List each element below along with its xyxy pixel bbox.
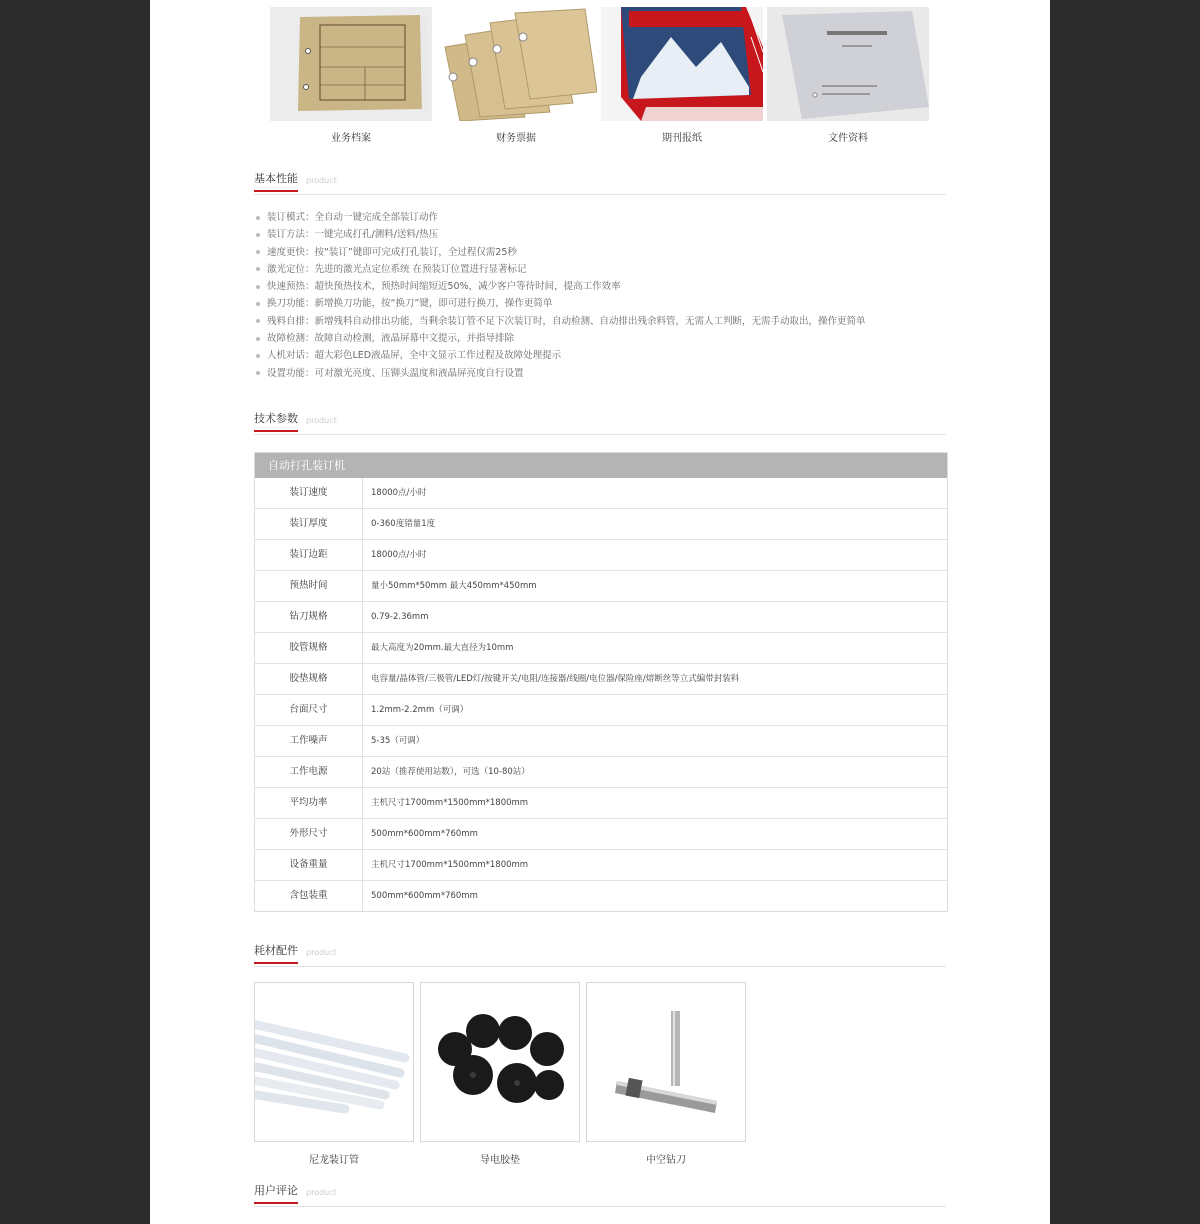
spec-key: 胶垫规格 <box>255 664 363 694</box>
spec-value: 0-360度错量1度 <box>371 519 436 529</box>
spec-value: 18000点/小时 <box>371 488 427 498</box>
spec-value: 1.2mm-2.2mm（可调） <box>371 705 469 715</box>
section-subtitle: product <box>306 416 337 425</box>
feature-item: 装订方法：一键完成打孔/测料/送料/热压 <box>254 226 954 243</box>
section-title: 耗材配件 <box>254 944 298 964</box>
spec-key: 平均功率 <box>255 788 363 818</box>
spec-value: 主机尺寸1700mm*1500mm*1800mm <box>371 860 529 870</box>
table-row <box>255 663 947 694</box>
spec-key: 外形尺寸 <box>255 819 363 849</box>
feature-item: 装订模式：全自动一键完成全部装订动作 <box>254 209 954 226</box>
table-row <box>255 880 947 911</box>
spec-value: 20站（推荐使用站数），可选（10-80站） <box>371 767 530 777</box>
spec-key: 含包装重 <box>255 881 363 911</box>
section-subtitle: product <box>306 1188 337 1197</box>
spec-key: 装订边距 <box>255 540 363 570</box>
table-row <box>255 601 947 632</box>
spec-key: 胶管规格 <box>255 633 363 663</box>
section-title: 技术参数 <box>254 412 298 432</box>
section-subtitle: product <box>306 176 337 185</box>
spec-table-title: 自动打孔装订机 <box>255 453 947 478</box>
part-image-hollow-drill[interactable] <box>586 982 746 1142</box>
spec-key: 工作电源 <box>255 757 363 787</box>
product-image-documents[interactable] <box>767 7 929 121</box>
table-row <box>255 725 947 756</box>
spec-key: 设备重量 <box>255 850 363 880</box>
product-label[interactable]: 业务档案 <box>331 133 371 144</box>
spec-value: 量小50mm*50mm 最大450mm*450mm <box>371 581 537 591</box>
feature-item: 残料自排：新增残料自动排出功能，当剩余装订管不足下次装订时，自动检测、自动排出残余料管，无需人工判断，无需手动取出，操作更简单 <box>254 313 954 330</box>
product-image-periodicals[interactable] <box>601 7 763 121</box>
section-header-parts <box>254 944 946 967</box>
spec-value: 电容量/晶体管/三极管/LED灯/按键开关/电阻/连接器/线圈/电位器/保险座/熔断丝等立式编带封装料 <box>371 674 740 684</box>
spec-key: 台面尺寸 <box>255 695 363 725</box>
table-row <box>255 818 947 849</box>
part-image-nylon-tube[interactable] <box>254 982 414 1142</box>
spec-key: 预热时间 <box>255 571 363 601</box>
table-row <box>255 478 947 508</box>
feature-list <box>254 209 954 382</box>
spec-key: 工作噪声 <box>255 726 363 756</box>
part-image-conductive-pad[interactable] <box>420 982 580 1142</box>
part-label[interactable]: 中空钻刀 <box>646 1155 686 1166</box>
product-image-financial-bills[interactable] <box>435 7 597 121</box>
product-label[interactable]: 财务票据 <box>496 133 536 144</box>
spec-value: 18000点/小时 <box>371 550 427 560</box>
table-row <box>255 849 947 880</box>
section-subtitle: product <box>306 948 337 957</box>
table-row <box>255 508 947 539</box>
product-image-business-archive[interactable] <box>270 7 432 121</box>
feature-item: 人机对话：超大彩色LED液晶屏，全中文显示工作过程及故障处理提示 <box>254 347 954 364</box>
feature-item: 故障检测：故障自动检测，液晶屏幕中文提示，并指导排除 <box>254 330 954 347</box>
table-row <box>255 570 947 601</box>
spec-key: 装订速度 <box>255 478 363 508</box>
feature-item: 速度更快：按“装订”键即可完成打孔装订，全过程仅需25秒 <box>254 244 954 261</box>
spec-table-body <box>255 478 947 911</box>
table-row <box>255 694 947 725</box>
product-label[interactable]: 期刊报纸 <box>662 133 702 144</box>
table-row <box>255 756 947 787</box>
table-row <box>255 787 947 818</box>
section-header-basic <box>254 172 946 195</box>
spec-value: 5-35（可调） <box>371 736 425 746</box>
spec-key: 钻刀规格 <box>255 602 363 632</box>
spec-value: 最大高度为20mm.最大直径为10mm <box>371 643 514 653</box>
section-header-tech <box>254 412 946 435</box>
table-row <box>255 539 947 570</box>
section-title: 基本性能 <box>254 172 298 192</box>
feature-item: 换刀功能：新增换刀功能，按“换刀”键，即可进行换刀，操作更简单 <box>254 295 954 312</box>
spec-table <box>254 452 948 912</box>
spec-value: 500mm*600mm*760mm <box>371 829 478 839</box>
part-label[interactable]: 导电胶垫 <box>480 1155 520 1166</box>
page-content <box>150 0 1050 1224</box>
table-row <box>255 632 947 663</box>
feature-item: 设置功能：可对激光亮度、压铆头温度和液晶屏亮度自行设置 <box>254 365 954 382</box>
spec-key: 装订厚度 <box>255 509 363 539</box>
part-label[interactable]: 尼龙装订管 <box>309 1155 359 1166</box>
feature-item: 激光定位：先进的激光点定位系统 在预装订位置进行显著标记 <box>254 261 954 278</box>
spec-value: 500mm*600mm*760mm <box>371 891 478 901</box>
spec-value: 主机尺寸1700mm*1500mm*1800mm <box>371 798 529 808</box>
spec-value: 0.79-2.36mm <box>371 612 429 622</box>
product-label[interactable]: 文件资料 <box>828 133 868 144</box>
feature-item: 快速预热：超快预热技术，预热时间缩短近50%，减少客户等待时间，提高工作效率 <box>254 278 954 295</box>
section-title: 用户评论 <box>254 1184 298 1204</box>
section-header-reviews <box>254 1184 946 1207</box>
